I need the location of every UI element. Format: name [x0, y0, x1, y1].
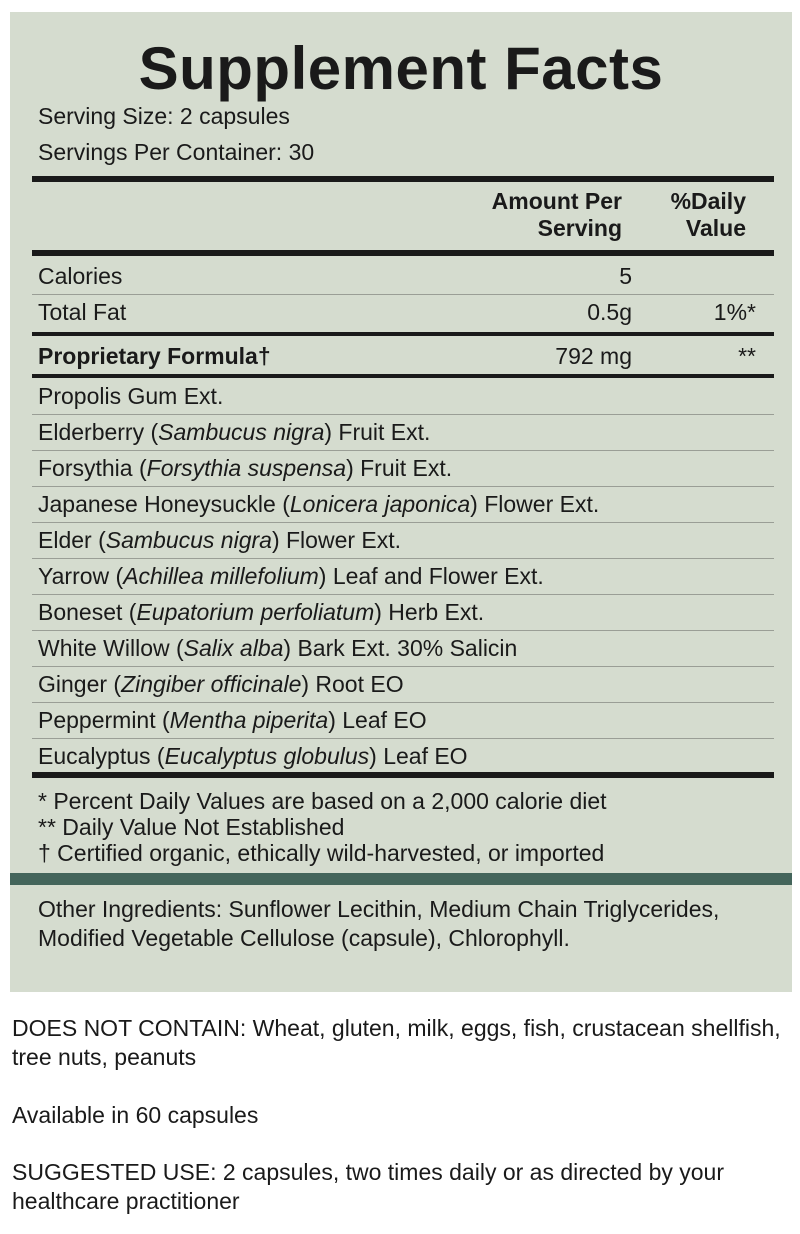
does-not-contain: DOES NOT CONTAIN: Wheat, gluten, milk, eggs, fish, crustacean shellfish, tree nuts, peanuts	[12, 1015, 781, 1070]
medium-rule	[32, 332, 774, 336]
daily-value-header	[671, 188, 746, 242]
servings-per-container: Servings Per Container: 30	[38, 139, 315, 165]
footnote-certified-organic: † Certified organic, ethically wild-harvested, or imported	[38, 840, 605, 866]
ingredient-common-name: Peppermint (	[38, 707, 170, 733]
ingredient-row	[38, 414, 430, 450]
ingredient-part: ) Leaf and Flower Ext.	[318, 563, 544, 589]
ingredient-latin-name: Eucalyptus globulus	[164, 743, 370, 769]
nutrient-amount: 5	[619, 263, 632, 289]
ingredient-latin-name: Eupatorium perfoliatum	[136, 599, 375, 625]
panel-title: Supplement Facts	[138, 35, 664, 102]
nutrient-daily-value: 1%*	[713, 299, 756, 325]
ingredient-part: ) Root EO	[301, 671, 404, 697]
nutrient-row-total-fat	[38, 294, 768, 330]
ingredient-row	[38, 378, 223, 414]
ingredient-latin-name: Zingiber officinale	[121, 671, 302, 697]
ingredient-part: ) Herb Ext.	[374, 599, 485, 625]
ingredient-common-name: Elder (	[38, 527, 106, 553]
ingredient-latin-name: Sambucus nigra	[105, 527, 272, 553]
dv-header-line-1: %Daily	[670, 188, 746, 214]
amount-header-line-1: Amount Per	[491, 188, 622, 214]
thick-rule-header	[32, 250, 774, 256]
availability: Available in 60 capsules	[12, 1102, 259, 1128]
separator-band	[10, 873, 792, 885]
nutrient-row-calories	[38, 258, 768, 294]
footnote-dv-not-established: ** Daily Value Not Established	[38, 814, 345, 840]
thick-rule-bottom	[32, 772, 774, 778]
thick-rule-top	[32, 176, 774, 182]
formula-daily-value: **	[738, 343, 756, 369]
ingredient-row	[38, 702, 427, 738]
ingredient-part: ) Flower Ext.	[271, 527, 402, 553]
other-ingredients: Other Ingredients: Sunflower Lecithin, Medium Chain Triglycerides, Modified Vegetable Cellulose (capsule), Chlorophyll.	[38, 896, 720, 951]
ingredient-common-name: White Willow (	[38, 635, 184, 661]
ingredient-latin-name: Sambucus nigra	[158, 419, 325, 445]
ingredient-latin-name: Salix alba	[183, 635, 284, 661]
ingredient-row	[38, 594, 484, 630]
ingredient-common-name: Yarrow (	[38, 563, 124, 589]
amount-header-line-2: Serving	[537, 215, 622, 241]
serving-size: Serving Size: 2 capsules	[38, 103, 290, 129]
ingredient-latin-name: Mentha piperita	[169, 707, 329, 733]
ingredient-common-name: Eucalyptus (	[38, 743, 165, 769]
formula-amount: 792 mg	[555, 343, 632, 369]
supplement-facts-panel	[10, 12, 792, 992]
ingredient-latin-name: Lonicera japonica	[289, 491, 471, 517]
ingredient-part: ) Bark Ext. 30% Salicin	[283, 635, 518, 661]
nutrient-name: Calories	[38, 263, 123, 289]
ingredient-common-name: Propolis Gum Ext.	[38, 383, 224, 409]
footnote-percent-dv: * Percent Daily Values are based on a 2,000 calorie diet	[38, 788, 607, 814]
ingredient-common-name: Ginger (	[38, 671, 122, 697]
dv-header-line-2: Value	[685, 215, 746, 241]
ingredient-row	[38, 522, 401, 558]
ingredient-part: ) Leaf EO	[369, 743, 468, 769]
ingredient-part: ) Fruit Ext.	[324, 419, 431, 445]
ingredient-row	[38, 630, 517, 666]
ingredient-row	[38, 558, 544, 594]
ingredient-row	[38, 738, 468, 774]
nutrient-name: Total Fat	[38, 299, 127, 325]
ingredient-row	[38, 450, 452, 486]
ingredient-common-name: Japanese Honeysuckle (	[38, 491, 290, 517]
ingredient-part: ) Fruit Ext.	[346, 455, 453, 481]
ingredient-common-name: Boneset (	[38, 599, 137, 625]
amount-per-serving-header	[492, 188, 622, 242]
nutrient-amount: 0.5g	[587, 299, 632, 325]
ingredient-common-name: Forsythia (	[38, 455, 147, 481]
ingredient-row	[38, 666, 404, 702]
suggested-use: SUGGESTED USE: 2 capsules, two times daily or as directed by your healthcare practitioner	[12, 1159, 724, 1214]
ingredient-latin-name: Achillea millefolium	[123, 563, 319, 589]
formula-name: Proprietary Formula†	[38, 343, 271, 369]
ingredient-row	[38, 486, 599, 522]
ingredient-part: ) Flower Ext.	[470, 491, 600, 517]
ingredient-part: ) Leaf EO	[328, 707, 427, 733]
ingredient-latin-name: Forsythia suspensa	[146, 455, 347, 481]
ingredient-common-name: Elderberry (	[38, 419, 159, 445]
proprietary-formula-row	[38, 338, 768, 374]
